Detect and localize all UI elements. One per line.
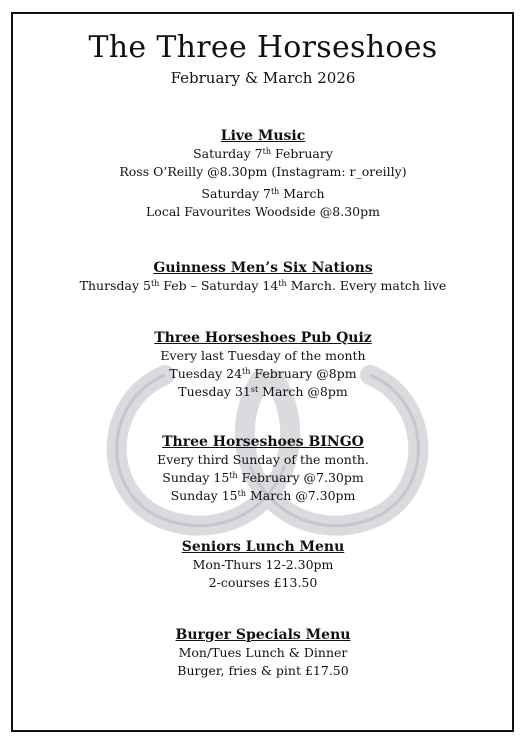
six-nations-section <box>0 259 526 295</box>
section-heading: Three Horseshoes Pub Quiz <box>154 330 372 346</box>
page-subtitle: February & March 2026 <box>170 69 356 87</box>
event-date: Saturday 7th March <box>201 186 325 201</box>
seniors-lunch-section <box>0 538 526 592</box>
event-date: Saturday 7th February <box>193 146 333 161</box>
section-heading: Burger Specials Menu <box>175 627 351 643</box>
event-date: Tuesday 31st March @8pm <box>178 384 348 399</box>
section-heading: Seniors Lunch Menu <box>181 539 345 555</box>
page-title: The Three Horseshoes <box>88 30 438 65</box>
event-detail: Thursday 5th Feb – Saturday 14th March. Every match live <box>79 278 447 293</box>
event-detail: Burger, fries & pint £17.50 <box>177 663 349 678</box>
event-date: Tuesday 24th February @8pm <box>169 366 357 381</box>
section-heading: Live Music <box>220 128 306 144</box>
event-detail: Mon/Tues Lunch & Dinner <box>178 645 348 660</box>
section-heading: Guinness Men’s Six Nations <box>153 260 373 276</box>
pub-quiz-section <box>0 329 526 401</box>
event-detail: Every third Sunday of the month. <box>157 452 369 467</box>
burger-specials-section <box>0 626 526 680</box>
event-date: Sunday 15th March @7.30pm <box>170 488 356 503</box>
live-music-section <box>0 127 526 221</box>
event-detail: 2-courses £13.50 <box>208 575 318 590</box>
section-heading: Three Horseshoes BINGO <box>162 434 364 450</box>
bingo-section <box>0 433 526 505</box>
event-detail: Mon-Thurs 12-2.30pm <box>192 557 334 572</box>
event-detail: Ross O’Reilly @8.30pm (Instagram: r_oreilly) <box>119 164 407 179</box>
event-date: Sunday 15th February @7.30pm <box>162 470 364 485</box>
event-detail: Local Favourites Woodside @8.30pm <box>146 204 380 219</box>
event-detail: Every last Tuesday of the month <box>160 348 366 363</box>
